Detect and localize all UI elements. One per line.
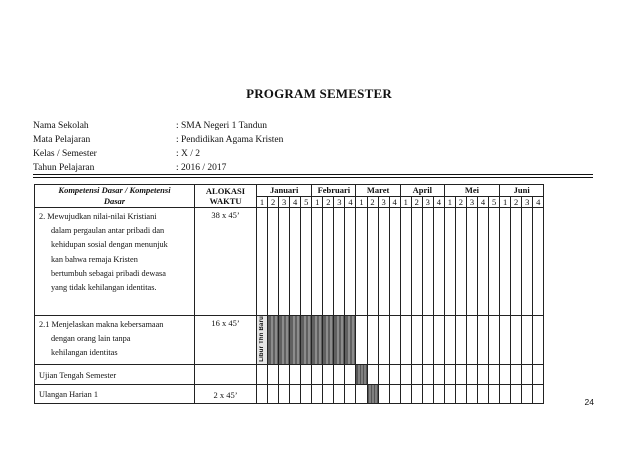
header-kompetensi-dasar [35, 185, 195, 208]
week-cell [411, 208, 422, 316]
week-cell [367, 384, 378, 403]
week-cell [444, 316, 455, 365]
kompetensi-line: kehidupan sosial dengan menunjuk [51, 240, 168, 250]
month-header: Maret [356, 185, 400, 197]
week-cell [378, 316, 389, 365]
week-cell [301, 364, 312, 384]
week-cell [522, 208, 533, 316]
week-cell [367, 208, 378, 316]
week-number: 2 [511, 196, 522, 208]
week-cell [511, 364, 522, 384]
week-number: 4 [290, 196, 301, 208]
week-cell [279, 316, 290, 365]
info-label: Tahun Pelajaran [33, 163, 95, 173]
alokasi-cell [195, 364, 257, 384]
week-cell [389, 384, 400, 403]
week-cell [389, 208, 400, 316]
info-label: Mata Pelajaran [33, 135, 91, 145]
kompetensi-line: kehilangan identitas [51, 348, 118, 358]
alokasi-cell: 38 x 45’ [195, 208, 257, 316]
kompetensi-cell [35, 316, 195, 365]
week-cell [466, 384, 477, 403]
week-number: 4 [345, 196, 356, 208]
table-row [35, 384, 544, 403]
week-cell [500, 364, 511, 384]
week-cell [257, 208, 268, 316]
week-number: 5 [489, 196, 500, 208]
table-row [35, 208, 544, 316]
header-alokasi-line: WAKTU [209, 196, 242, 206]
week-number: 2 [455, 196, 466, 208]
week-cell [378, 364, 389, 384]
week-cell [257, 384, 268, 403]
week-cell [345, 208, 356, 316]
week-cell [334, 384, 345, 403]
month-header: April [400, 185, 444, 197]
kompetensi-line: Ujian Tengah Semester [39, 370, 117, 380]
week-cell [500, 316, 511, 365]
divider-thin [33, 177, 593, 178]
month-header: Januari [257, 185, 312, 197]
kompetensi-cell [35, 208, 195, 316]
week-cell [478, 384, 489, 403]
info-value: : 2016 / 2017 [176, 163, 227, 173]
week-number: 2 [411, 196, 422, 208]
week-cell [533, 208, 544, 316]
week-cell [433, 384, 444, 403]
week-cell [312, 364, 323, 384]
week-cell [268, 364, 279, 384]
kompetensi-line: 2.1 Menjelaskan makna kebersamaan [39, 320, 164, 329]
kompetensi-cell [35, 364, 195, 384]
month-header: Februari [312, 185, 356, 197]
week-cell [400, 364, 411, 384]
kompetensi-line: dengan orang lain tanpa [51, 334, 131, 344]
week-cell [312, 208, 323, 316]
week-cell [301, 208, 312, 316]
week-cell [290, 384, 301, 403]
info-label: Kelas / Semester [33, 149, 97, 159]
week-cell [455, 208, 466, 316]
week-cell [279, 384, 290, 403]
week-cell [533, 364, 544, 384]
kompetensi-cell [35, 384, 195, 403]
week-cell [511, 316, 522, 365]
week-cell [356, 364, 367, 384]
alokasi-cell: 16 x 45’ [195, 316, 257, 365]
week-cell [367, 316, 378, 365]
week-cell [334, 316, 345, 365]
week-number: 1 [257, 196, 268, 208]
kompetensi-line: 2. Mewujudkan nilai-nilai Kristiani [39, 212, 157, 221]
week-cell [478, 316, 489, 365]
week-cell [290, 364, 301, 384]
kompetensi-line: dalam pergaulan antar pribadi dan [51, 226, 165, 236]
week-number: 3 [522, 196, 533, 208]
week-cell [312, 316, 323, 365]
week-cell [400, 316, 411, 365]
week-cell [511, 208, 522, 316]
week-cell [323, 316, 334, 365]
week-cell [511, 384, 522, 403]
week-cell [323, 384, 334, 403]
week-cell [301, 316, 312, 365]
header-alokasi-line: ALOKASI [205, 186, 246, 196]
week-cell [411, 364, 422, 384]
week-number: 2 [367, 196, 378, 208]
week-cell [422, 364, 433, 384]
week-number: 3 [422, 196, 433, 208]
header-kd-line: Kompetensi Dasar / Kompetensi [58, 185, 171, 195]
week-cell [455, 316, 466, 365]
week-cell [334, 364, 345, 384]
week-cell [323, 208, 334, 316]
week-number: 4 [433, 196, 444, 208]
week-cell [334, 208, 345, 316]
week-cell [455, 384, 466, 403]
week-cell [489, 364, 500, 384]
week-number: 5 [301, 196, 312, 208]
page-title: PROGRAM SEMESTER [246, 86, 392, 101]
week-cell [268, 316, 279, 365]
week-number: 3 [334, 196, 345, 208]
week-cell [422, 316, 433, 365]
week-cell [422, 384, 433, 403]
week-cell [522, 364, 533, 384]
divider-thick [33, 174, 593, 175]
week-number: 4 [478, 196, 489, 208]
header-kd-line: Dasar [103, 196, 126, 206]
week-cell [489, 384, 500, 403]
week-cell [522, 316, 533, 365]
week-cell [466, 208, 477, 316]
week-cell [522, 384, 533, 403]
week-cell [433, 364, 444, 384]
week-cell [345, 384, 356, 403]
week-cell [466, 364, 477, 384]
week-number: 3 [378, 196, 389, 208]
week-number: 2 [323, 196, 334, 208]
week-cell [411, 316, 422, 365]
info-value: : Pendidikan Agama Kristen [176, 135, 284, 145]
week-number: 1 [444, 196, 455, 208]
week-cell [478, 364, 489, 384]
week-number: 1 [500, 196, 511, 208]
page-number: 24 [584, 397, 594, 407]
week-cell [433, 208, 444, 316]
week-cell [290, 316, 301, 365]
week-cell [466, 316, 477, 365]
week-cell [478, 208, 489, 316]
week-cell [312, 384, 323, 403]
week-cell [268, 208, 279, 316]
table-row [35, 364, 544, 384]
week-number: 2 [268, 196, 279, 208]
week-cell [323, 364, 334, 384]
week-cell [367, 364, 378, 384]
week-cell [345, 316, 356, 365]
week-number: 1 [356, 196, 367, 208]
table-row [35, 316, 544, 365]
week-cell [389, 364, 400, 384]
week-cell [500, 384, 511, 403]
week-cell [489, 316, 500, 365]
kompetensi-line: yang tidak kehilangan identitas. [51, 283, 157, 293]
month-header: Juni [500, 185, 544, 197]
week-cell [422, 208, 433, 316]
week-cell [444, 384, 455, 403]
kompetensi-line: kan bahwa remaja Kristen [51, 254, 138, 264]
week-cell [455, 364, 466, 384]
week-cell [500, 208, 511, 316]
week-cell [400, 208, 411, 316]
week-cell [378, 208, 389, 316]
week-cell [444, 208, 455, 316]
week-number: 1 [400, 196, 411, 208]
week-cell [257, 364, 268, 384]
week-cell [279, 364, 290, 384]
week-cell [356, 384, 367, 403]
month-header: Mei [444, 185, 499, 197]
kompetensi-line: bertumbuh sebagai pribadi dewasa [51, 268, 166, 278]
week-cell [356, 316, 367, 365]
week-number: 1 [312, 196, 323, 208]
info-value: : X / 2 [176, 149, 201, 159]
info-value: : SMA Negeri 1 Tandun [176, 121, 267, 131]
week-cell [268, 384, 279, 403]
week-cell [489, 208, 500, 316]
holiday-label: Libur Thn Baru [259, 316, 266, 362]
week-cell [433, 316, 444, 365]
week-number: 4 [533, 196, 544, 208]
header-alokasi-waktu [195, 185, 257, 208]
week-cell [400, 384, 411, 403]
week-number: 3 [279, 196, 290, 208]
week-cell [301, 384, 312, 403]
week-number: 4 [389, 196, 400, 208]
week-cell [533, 384, 544, 403]
week-cell [290, 208, 301, 316]
week-cell [279, 208, 290, 316]
kompetensi-line: Ulangan Harian 1 [39, 389, 98, 399]
week-cell [533, 316, 544, 365]
semester-program-table [34, 184, 544, 404]
week-cell [411, 384, 422, 403]
week-cell [378, 384, 389, 403]
week-number: 3 [466, 196, 477, 208]
week-cell [356, 208, 367, 316]
week-cell [389, 316, 400, 365]
alokasi-cell: 2 x 45’ [195, 384, 257, 403]
week-cell [345, 364, 356, 384]
week-cell [444, 364, 455, 384]
info-label: Nama Sekolah [33, 121, 89, 131]
week-cell [257, 316, 268, 365]
